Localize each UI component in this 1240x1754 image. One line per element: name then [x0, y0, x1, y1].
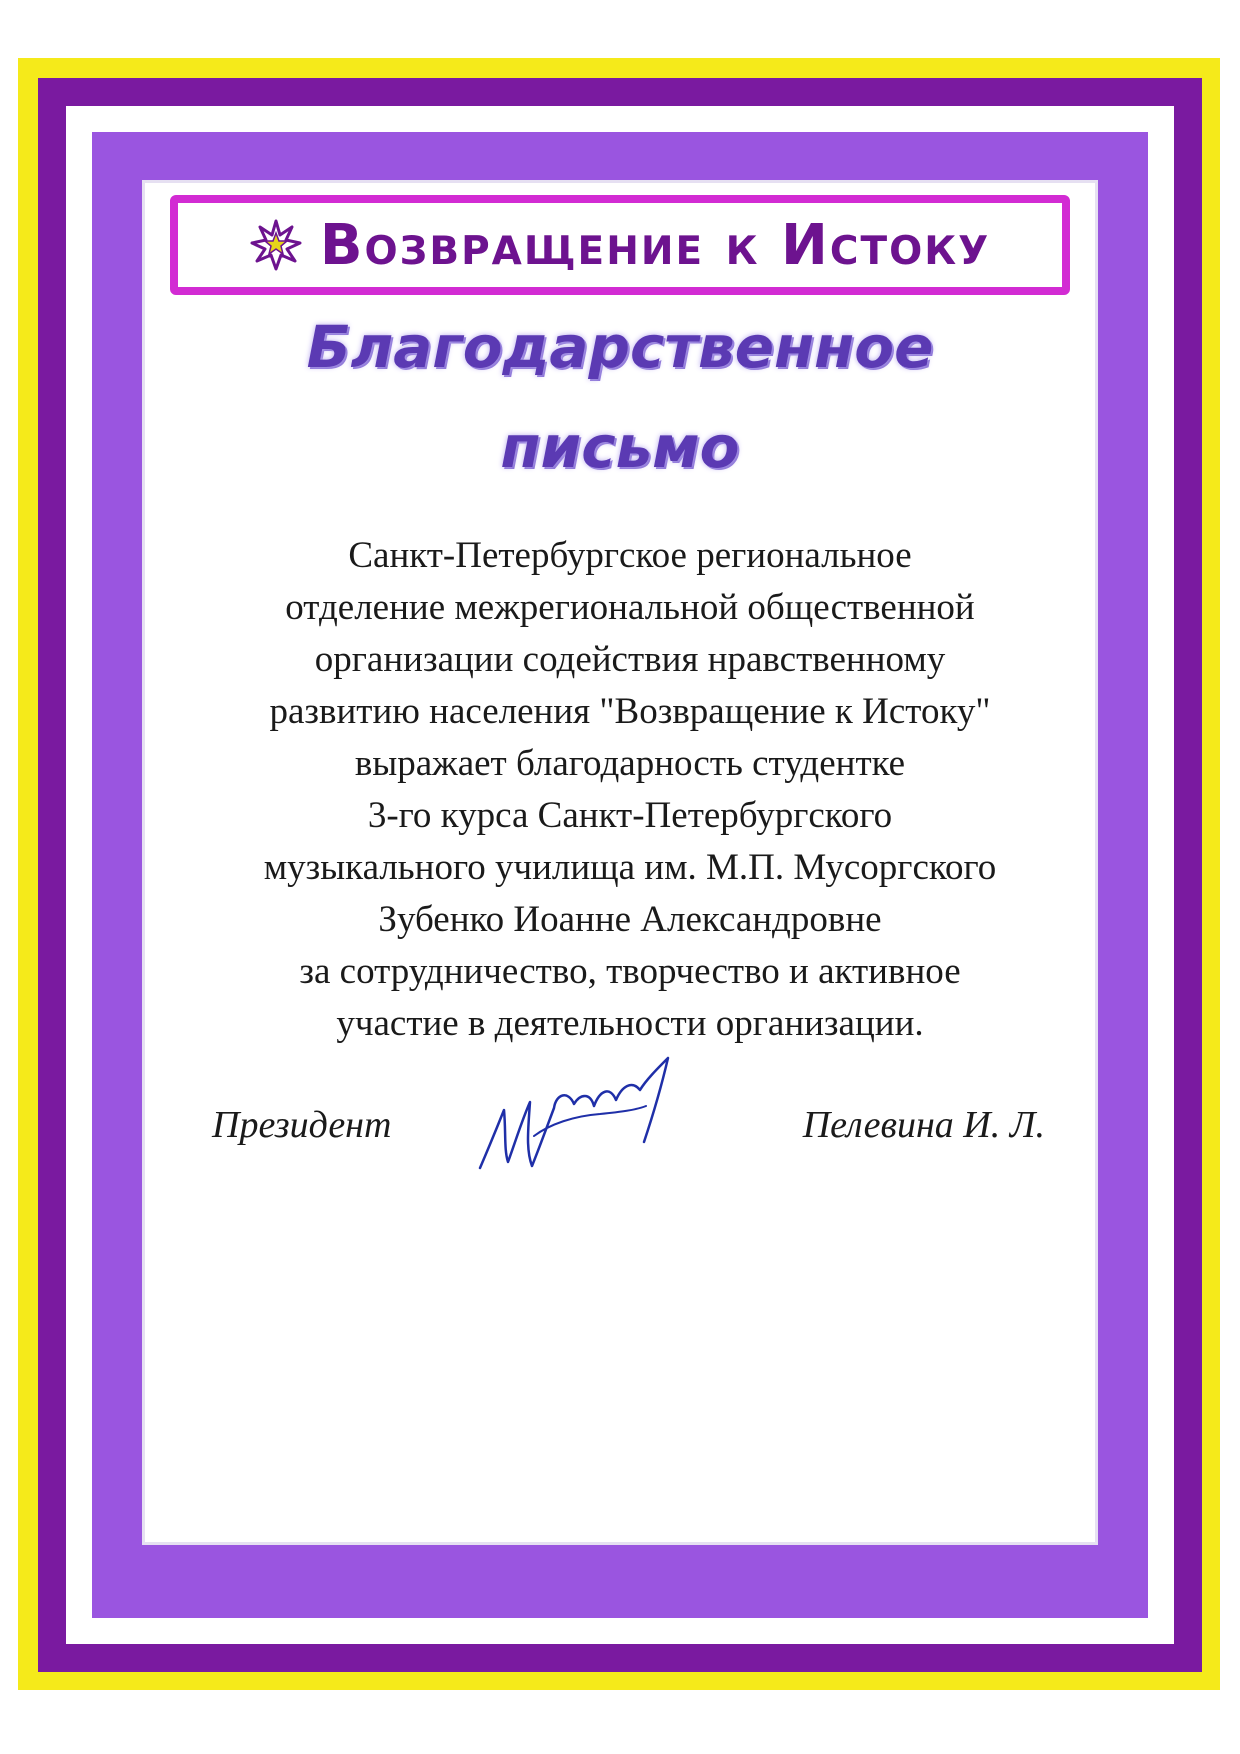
document-title-line2: письмо	[500, 413, 740, 481]
signer-role: Президент	[212, 1104, 392, 1146]
body-line: организации содействия нравственному	[314, 639, 946, 680]
body-line: 3-го курса Санкт-Петербургского	[367, 795, 893, 836]
signer-name: Пелевина И. Л.	[802, 1104, 1045, 1146]
organization-name: Возвращение к Истоку	[319, 212, 991, 278]
letter-body	[170, 530, 1090, 1050]
header-banner	[170, 195, 1070, 295]
body-line: Зубенко Иоанне Александровне	[378, 899, 882, 940]
body-line: Санкт-Петербургское региональное	[348, 535, 912, 576]
body-line: музыкального училища им. М.П. Мусоргского	[263, 847, 997, 888]
body-line: за сотрудничество, творчество и активное	[299, 951, 961, 992]
star-icon	[250, 219, 302, 271]
handwritten-signature	[470, 1050, 680, 1180]
body-line: отделение межрегиональной общественной	[285, 587, 975, 628]
body-line: участие в деятельности организации.	[336, 1003, 924, 1044]
body-line: выражает благодарность студентке	[354, 743, 906, 784]
body-line: развитию населения "Возвращение к Истоку"	[269, 691, 991, 732]
document-title-line1: Благодарственное	[306, 313, 934, 381]
